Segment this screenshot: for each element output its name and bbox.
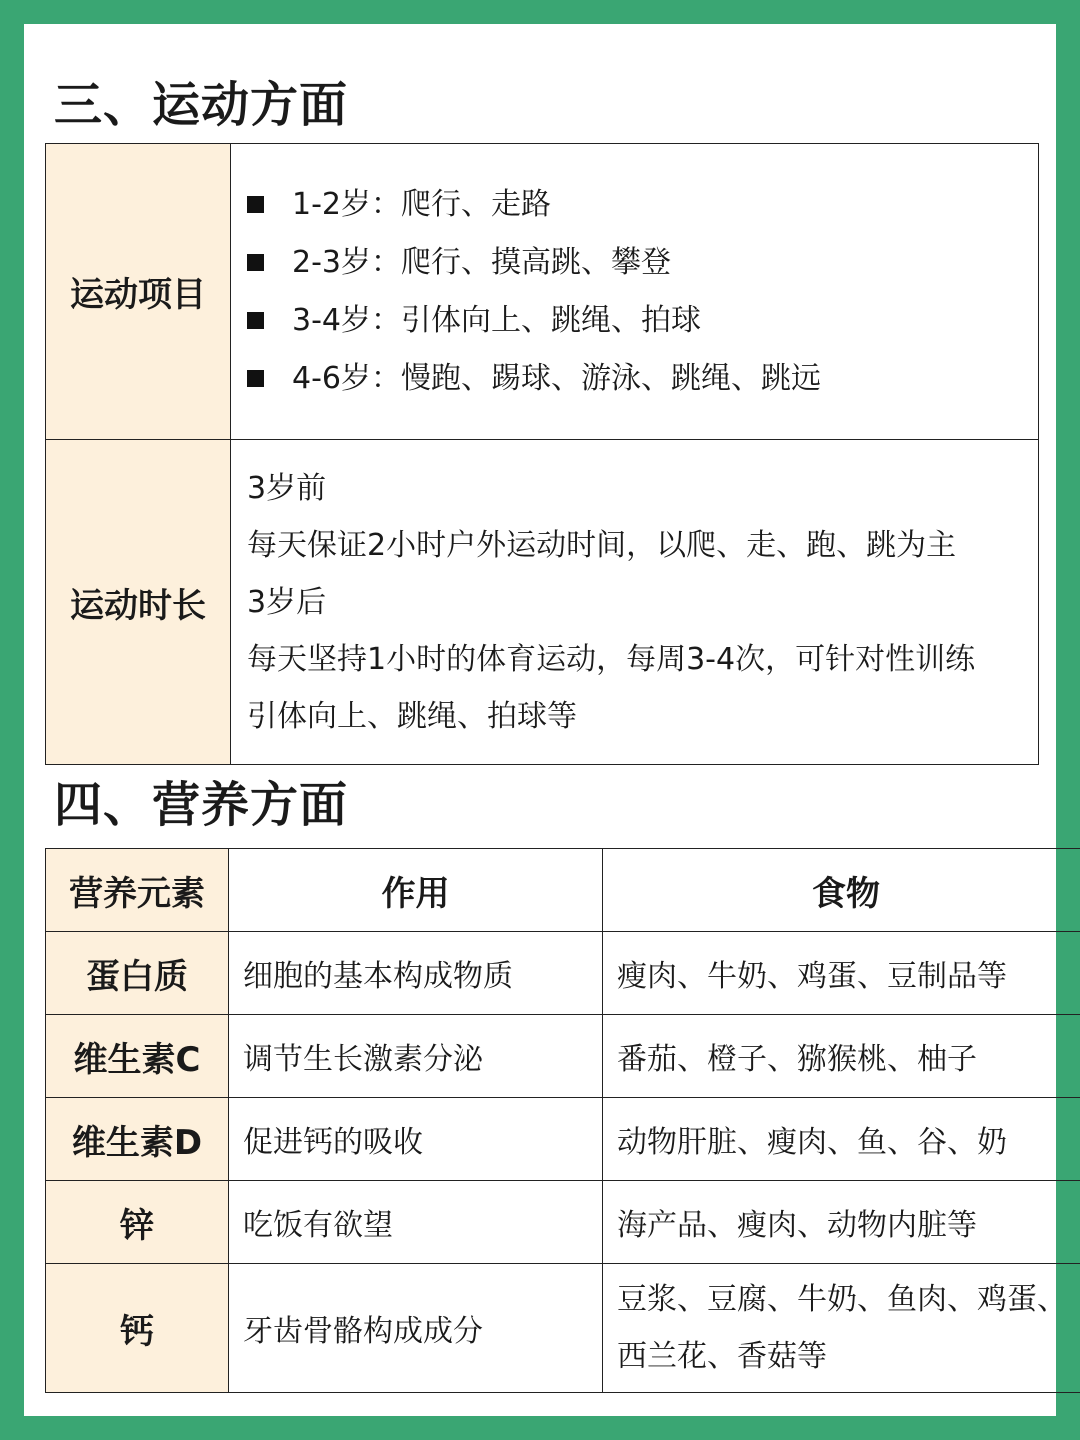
sport-item (247, 234, 1024, 292)
food-cell: 海产品、瘦肉、动物内脏等 (603, 1181, 1080, 1264)
food-cell: 动物肝脏、瘦肉、鱼、谷、奶 (603, 1098, 1080, 1181)
sport-duration-row (46, 440, 1039, 765)
element-cell: 蛋白质 (46, 932, 229, 1015)
element-cell: 锌 (46, 1181, 229, 1264)
sport-items-row (46, 144, 1039, 440)
square-bullet-icon (247, 196, 264, 213)
square-bullet-icon (247, 254, 264, 271)
sport-item (247, 292, 1024, 350)
duration-line: 3岁后 (247, 584, 327, 620)
effect-cell: 吃饭有欲望 (229, 1181, 603, 1264)
sport-item (247, 350, 1024, 408)
food-cell: 瘦肉、牛奶、鸡蛋、豆制品等 (603, 932, 1080, 1015)
duration-line: 引体向上、跳绳、拍球等 (247, 698, 577, 734)
sport-table (45, 143, 1039, 765)
square-bullet-icon (247, 312, 264, 329)
duration-line: 每天保证2小时户外运动时间，以爬、走、跑、跳为主 (247, 527, 957, 563)
table-row (46, 1098, 1080, 1181)
table-row (46, 1015, 1080, 1098)
effect-cell: 促进钙的吸收 (229, 1098, 603, 1181)
header-effect: 作用 (229, 849, 603, 932)
table-header-row (46, 849, 1080, 932)
sport-item-text: 3-4岁：引体向上、跳绳、拍球 (292, 302, 701, 338)
food-cell: 番茄、橙子、猕猴桃、柚子 (603, 1015, 1080, 1098)
square-bullet-icon (247, 370, 264, 387)
element-cell: 钙 (46, 1264, 229, 1393)
sport-item (247, 176, 1024, 234)
sport-duration-label: 运动时长 (46, 440, 231, 765)
effect-cell: 牙齿骨骼构成成分 (229, 1264, 603, 1393)
content-card (24, 24, 1067, 1416)
sport-items-content (231, 144, 1039, 440)
nutrition-table (45, 848, 1080, 1393)
food-cell: 豆浆、豆腐、牛奶、鱼肉、鸡蛋、西兰花、香菇等 (603, 1264, 1080, 1393)
nutrition-section-title: 四、营养方面 (54, 777, 349, 833)
sport-item-text: 2-3岁：爬行、摸高跳、攀登 (292, 244, 671, 280)
effect-cell: 细胞的基本构成物质 (229, 932, 603, 1015)
table-row (46, 932, 1080, 1015)
sport-duration-content (231, 440, 1039, 765)
header-food: 食物 (603, 849, 1080, 932)
table-row (46, 1264, 1080, 1393)
sport-item-text: 1-2岁：爬行、走路 (292, 186, 551, 222)
duration-line: 每天坚持1小时的体育运动，每周3-4次，可针对性训练 (247, 641, 976, 677)
sport-items-label: 运动项目 (46, 144, 231, 440)
effect-cell: 调节生长激素分泌 (229, 1015, 603, 1098)
element-cell: 维生素D (46, 1098, 229, 1181)
duration-line: 3岁前 (247, 470, 327, 506)
element-cell: 维生素C (46, 1015, 229, 1098)
table-row (46, 1181, 1080, 1264)
sport-section-title: 三、运动方面 (54, 77, 349, 133)
sport-item-text: 4-6岁：慢跑、踢球、游泳、跳绳、跳远 (292, 360, 821, 396)
header-element: 营养元素 (46, 849, 229, 932)
